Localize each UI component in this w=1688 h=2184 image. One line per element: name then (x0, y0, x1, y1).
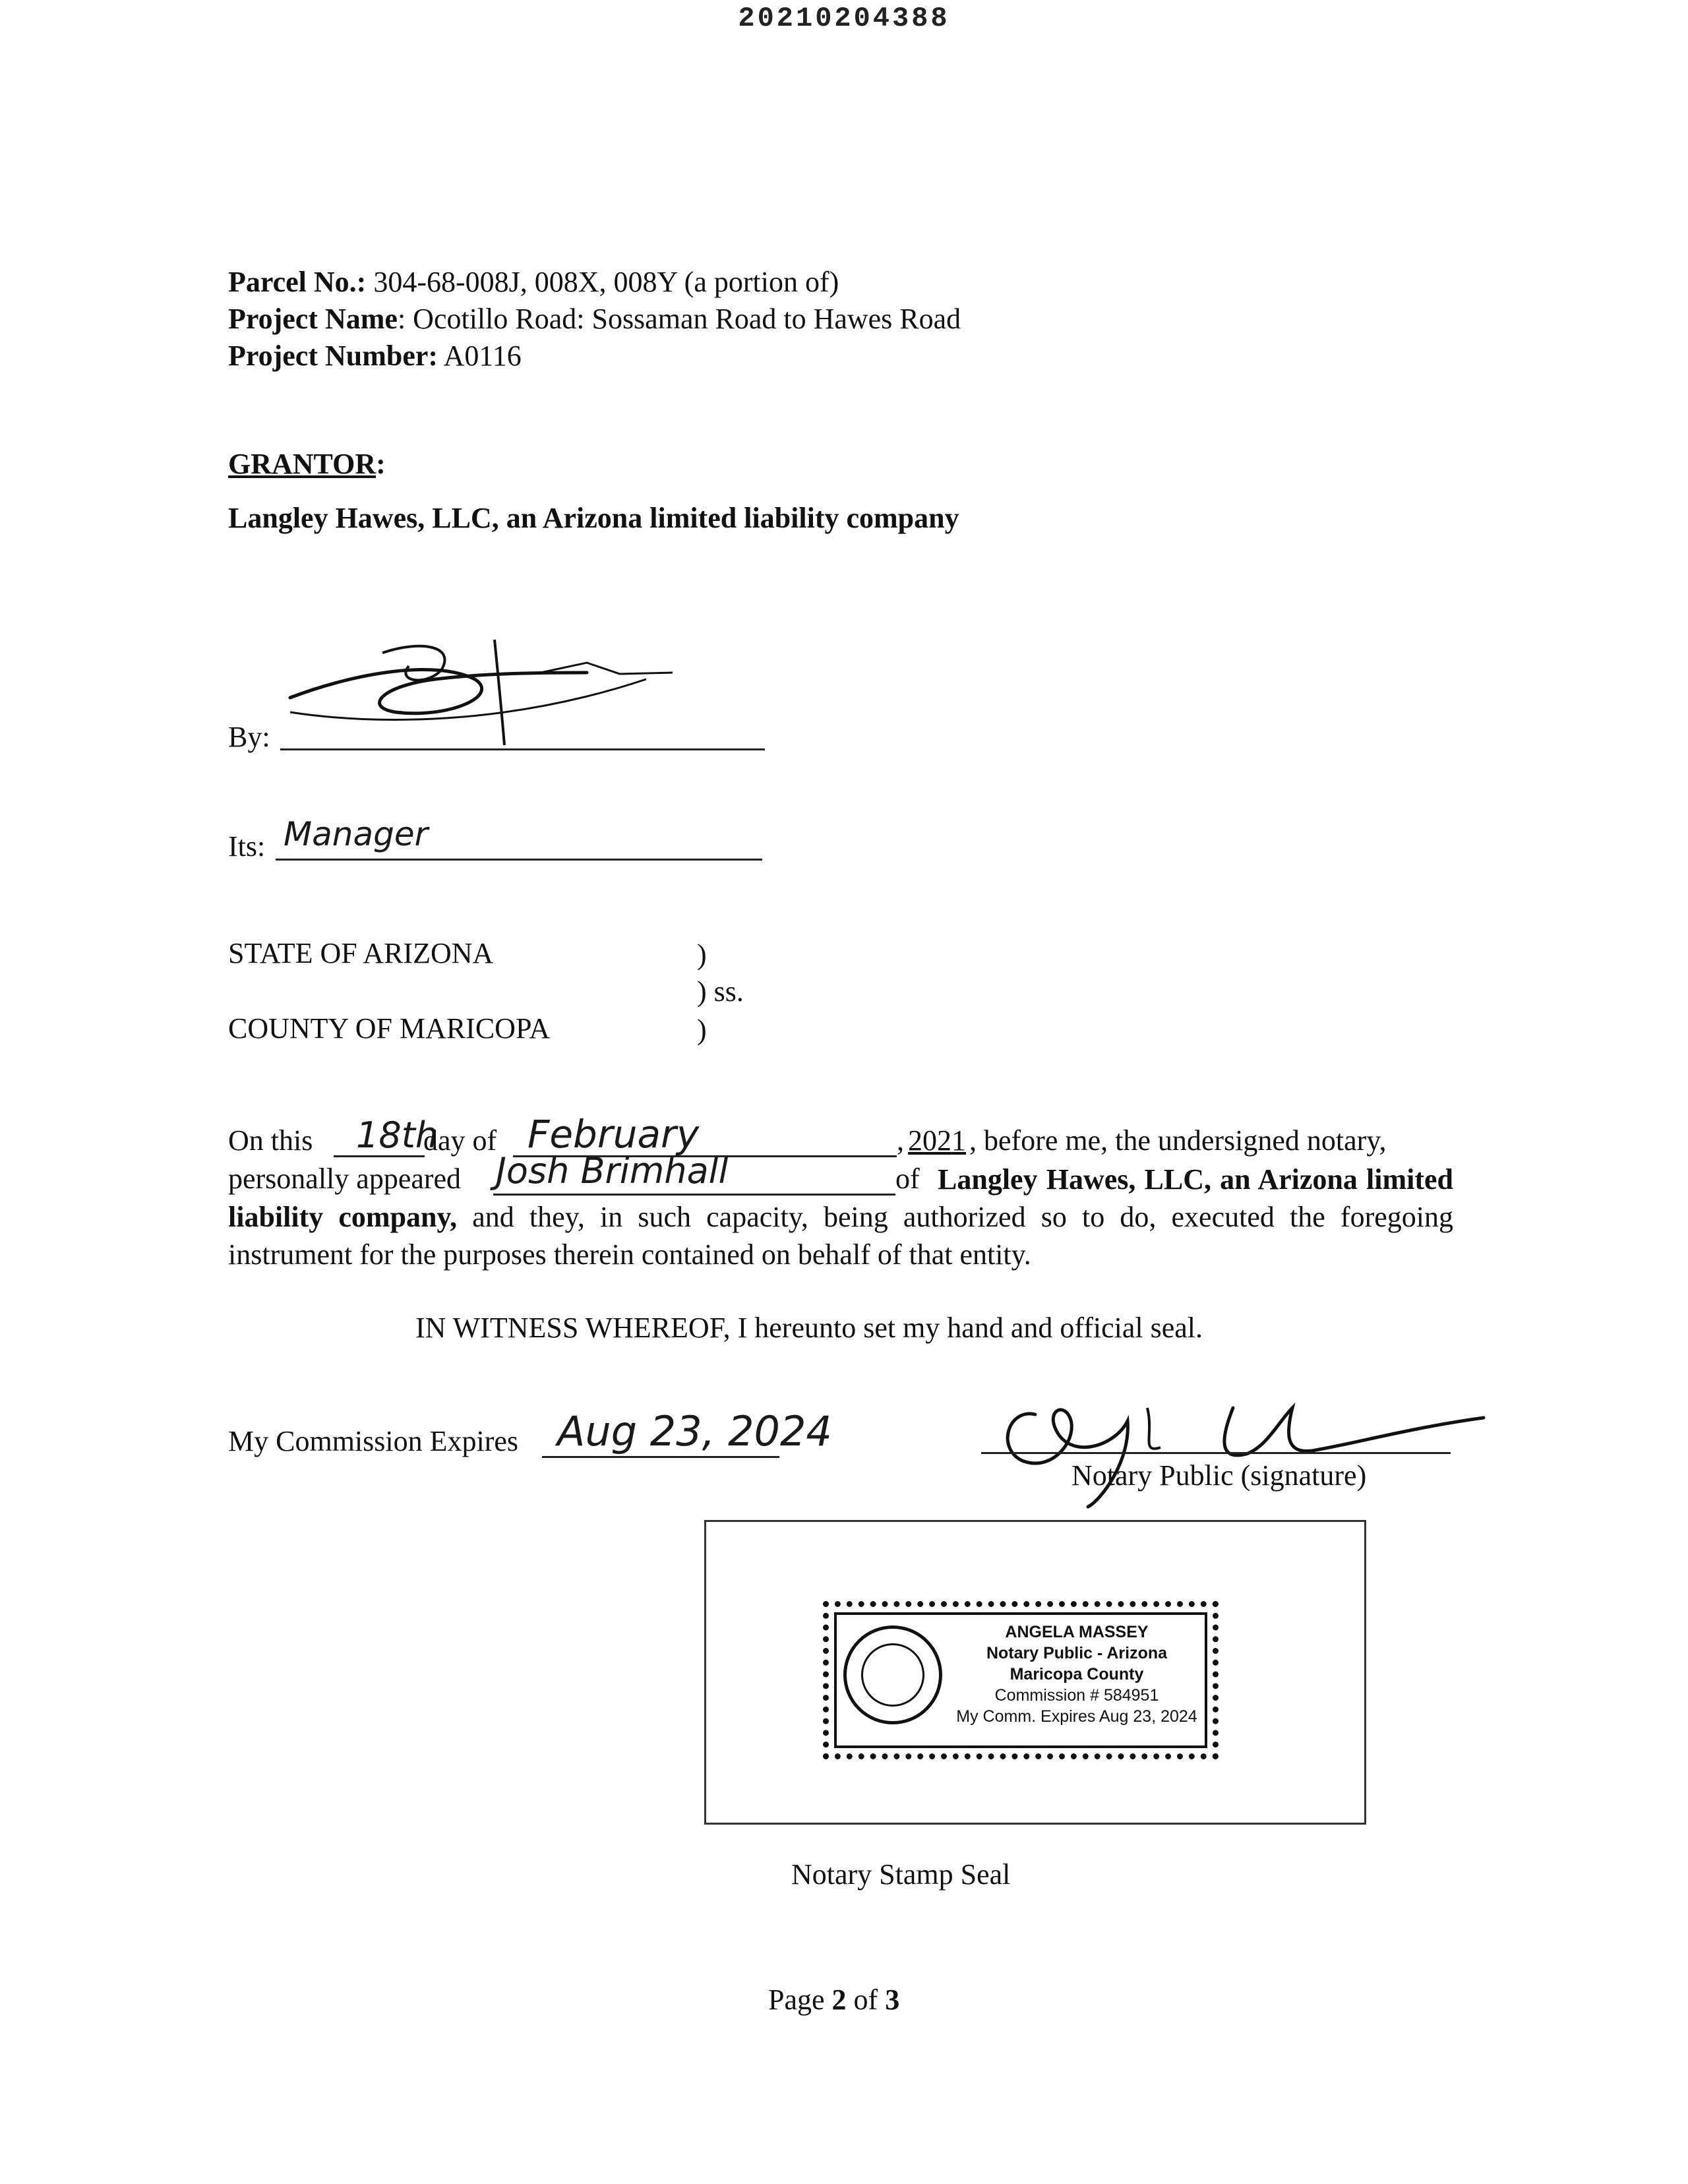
arizona-seal-icon (843, 1625, 942, 1724)
ack-entity: Langley Hawes, LLC, an Arizona limited liability company, (228, 1163, 1453, 1233)
project-number-value: A0116 (443, 340, 522, 372)
stamp-line-4: Commission # 584951 (994, 1686, 1159, 1705)
by-signature-line (280, 748, 765, 750)
page-current: 2 (831, 1984, 847, 2016)
notary-stamp (823, 1601, 1219, 1759)
ack-of: of (895, 1163, 920, 1195)
stamp-line-1: ANGELA MASSEY (1005, 1623, 1149, 1641)
ack-year: 2021 (908, 1124, 966, 1157)
venue-paren-bottom: ) (697, 1014, 707, 1046)
ack-on-this: On this (228, 1124, 313, 1157)
its-value: Manager (284, 815, 429, 853)
stamp-line-3: Maricopa County (1010, 1665, 1144, 1684)
its-label: Its: (228, 830, 266, 863)
venue-county: COUNTY OF MARICOPA (228, 1012, 551, 1045)
ack-rest: and they, in such capacity, being authorized so to do, executed the foregoing instrument for the purposes therein contained on behalf of that entity. (228, 1201, 1453, 1271)
venue-paren-ss: ) ss. (697, 975, 744, 1008)
notary-signature-label: Notary Public (signature) (1071, 1459, 1367, 1492)
ack-after-year: , before me, the undersigned notary, (969, 1124, 1387, 1157)
ack-person-value: Josh Brimhall (496, 1150, 729, 1192)
venue-paren-top: ) (697, 938, 707, 971)
by-label: By: (228, 721, 270, 753)
project-name-line (228, 301, 961, 338)
parcel-line (228, 264, 839, 301)
page-number (768, 1982, 899, 2018)
grantor-signature (277, 633, 699, 758)
witness-line: IN WITNESS WHEREOF, I hereunto set my hand and official seal. (415, 1312, 1203, 1344)
grantor-heading (228, 446, 386, 483)
stamp-line-5: My Comm. Expires Aug 23, 2024 (956, 1707, 1197, 1726)
its-signature-line (276, 859, 762, 861)
commission-line (542, 1456, 779, 1458)
project-name-label: Project Name (228, 303, 398, 335)
ack-day-of: day of (423, 1124, 497, 1157)
venue-state: STATE OF ARIZONA (228, 937, 494, 969)
parcel-label: Parcel No.: (228, 266, 367, 298)
parcel-value: 304-68-008J, 008X, 008Y (a portion of) (373, 266, 839, 298)
commission-value: Aug 23, 2024 (557, 1407, 832, 1455)
project-number-line (228, 338, 522, 375)
project-name-value: : Ocotillo Road: Sossaman Road to Hawes Road (397, 303, 961, 335)
grantor-heading-text: GRANTOR (228, 448, 377, 480)
document-number: 20210204388 (738, 3, 950, 34)
stamp-caption: Notary Stamp Seal (791, 1858, 1011, 1891)
ack-personally-appeared: personally appeared (228, 1163, 462, 1195)
page-of: of (853, 1984, 878, 2016)
stamp-line-2: Notary Public - Arizona (986, 1644, 1168, 1662)
page-label: Page (768, 1984, 825, 2016)
project-number-label: Project Number: (228, 340, 438, 372)
ack-day-value: 18th (356, 1114, 438, 1156)
grantor-heading-colon: : (376, 448, 386, 480)
commission-label: My Commission Expires (228, 1425, 519, 1457)
ack-month-value: February (528, 1112, 700, 1157)
notary-signature-line (981, 1452, 1451, 1454)
ack-day-line (334, 1155, 425, 1157)
grantor-name: Langley Hawes, LLC, an Arizona limited liability company (228, 502, 959, 534)
notary-stamp-text (951, 1622, 1202, 1727)
ack-year-prefix: , (897, 1124, 904, 1157)
page-total: 3 (885, 1984, 900, 2016)
ack-paragraph (228, 1161, 1453, 1273)
